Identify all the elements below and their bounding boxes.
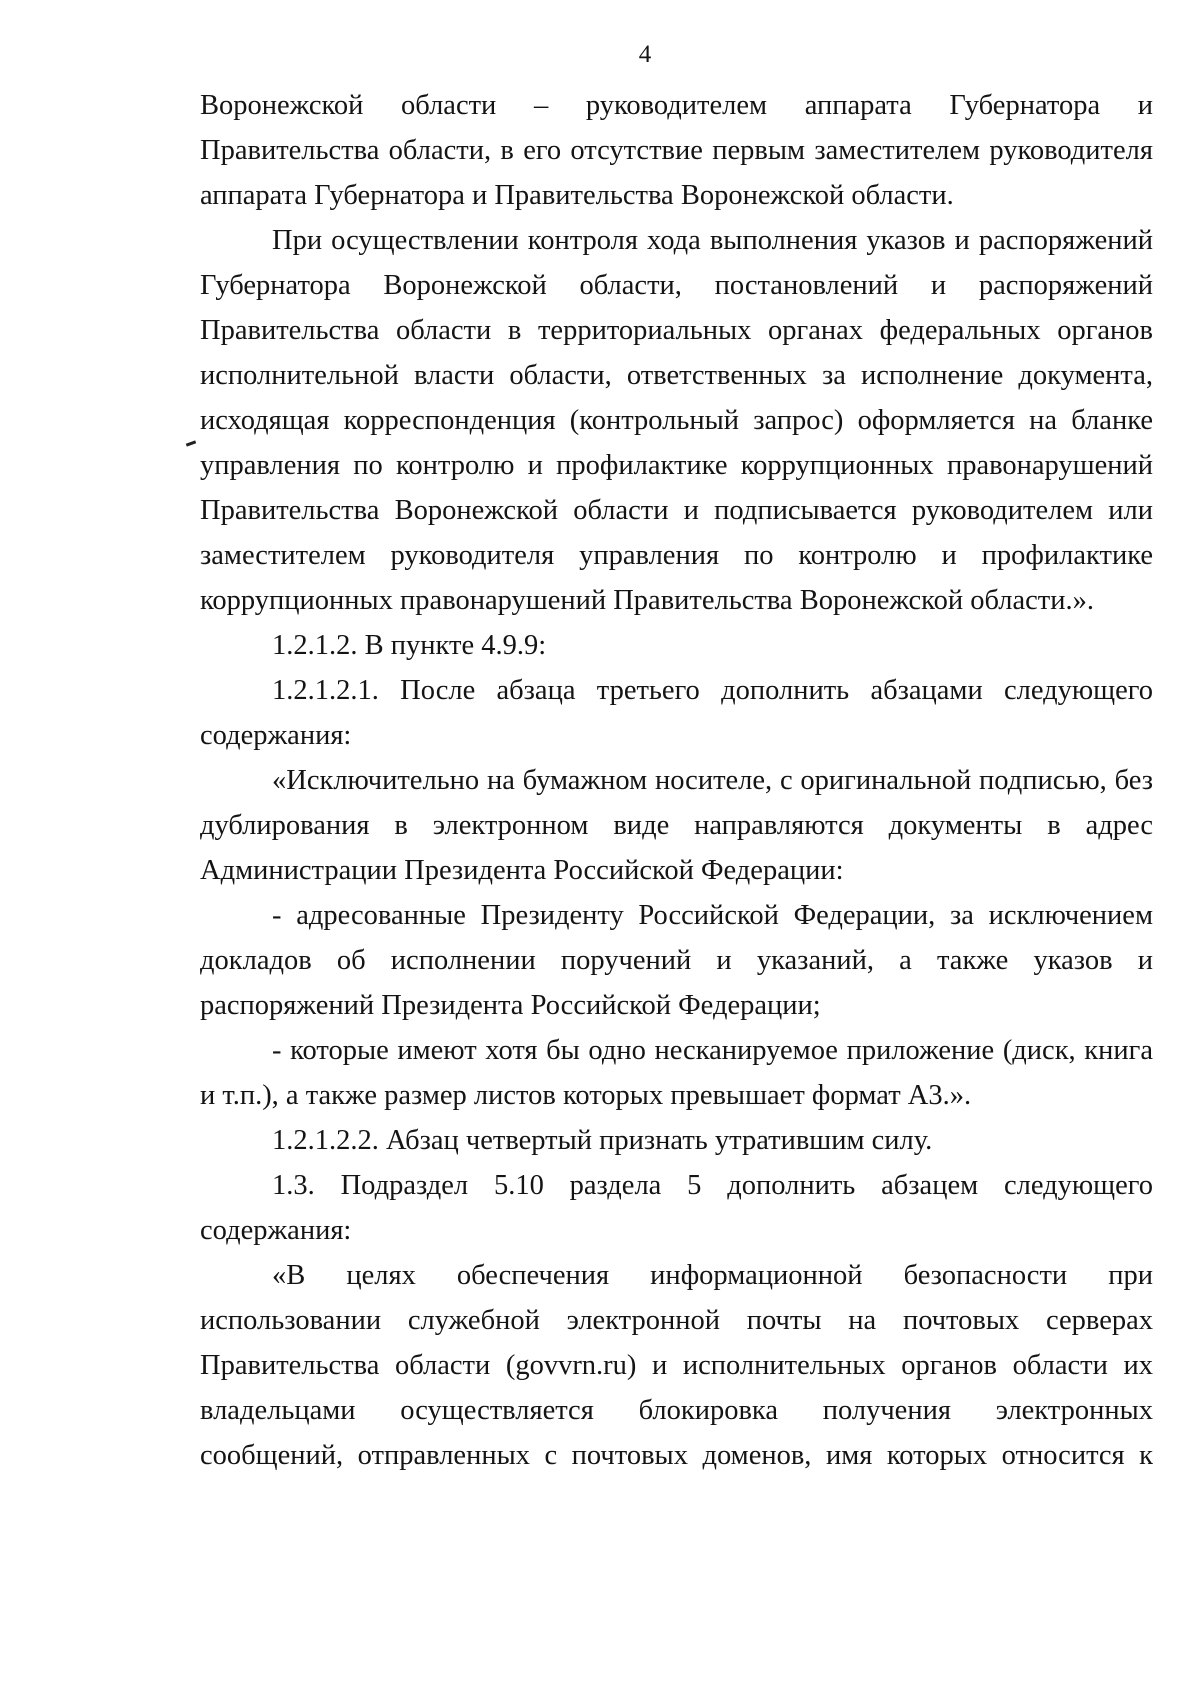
text-line: - которые имеют хотя бы одно несканируемое приложение (диск, книга — [272, 1035, 1153, 1066]
text-line: докладов об исполнении поручений и указаний, а также указов и — [200, 945, 1153, 976]
text-line: исполнительной власти области, ответственных за исполнение документа, — [200, 360, 1153, 391]
text-line: использовании служебной электронной почты на почтовых серверах — [200, 1305, 1153, 1336]
text-line: При осуществлении контроля хода выполнения указов и распоряжений — [272, 225, 1153, 256]
text-line: Правительства области (govvrn.ru) и исполнительных органов области их — [200, 1350, 1153, 1381]
text-line: сообщений, отправленных с почтовых доменов, имя которых относится к — [200, 1440, 1153, 1471]
text-line: Губернатора Воронежской области, постановлений и распоряжений — [200, 270, 1153, 301]
text-line: 1.2.1.2. В пункте 4.9.9: — [272, 630, 547, 661]
text-line: Администрации Президента Российской Федерации: — [200, 855, 844, 886]
text-line: аппарата Губернатора и Правительства Воронежской области. — [200, 180, 954, 211]
text-line: 1.2.1.2.2. Абзац четвертый признать утратившим силу. — [272, 1125, 933, 1156]
text-line: управления по контролю и профилактике коррупционных правонарушений — [200, 450, 1153, 481]
text-line: содержания: — [200, 1215, 352, 1246]
text-line: исходящая корреспонденция (контрольный запрос) оформляется на бланке — [200, 405, 1153, 436]
text-line: «Исключительно на бумажном носителе, с оригинальной подписью, без — [272, 765, 1153, 796]
text-line: Воронежской области – руководителем аппарата Губернатора и — [200, 90, 1153, 121]
text-line: коррупционных правонарушений Правительства Воронежской области.». — [200, 585, 1094, 616]
text-line: содержания: — [200, 720, 352, 751]
text-line: Правительства области в территориальных органах федеральных органов — [200, 315, 1153, 346]
text-line: Правительства области, в его отсутствие первым заместителем руководителя — [200, 135, 1153, 166]
text-line: - адресованные Президенту Российской Федерации, за исключением — [272, 900, 1153, 931]
text-line: «В целях обеспечения информационной безопасности при — [272, 1260, 1153, 1291]
text-line: заместителем руководителя управления по контролю и профилактике — [200, 540, 1153, 571]
text-line: дублирования в электронном виде направляются документы в адрес — [200, 810, 1153, 841]
text-line: Правительства Воронежской области и подписывается руководителем или — [200, 495, 1153, 526]
text-line: 1.3. Подраздел 5.10 раздела 5 дополнить абзацем следующего — [272, 1170, 1153, 1201]
text-line: и т.п.), а также размер листов которых превышает формат А3.». — [200, 1080, 972, 1111]
text-line: распоряжений Президента Российской Федерации; — [200, 990, 821, 1021]
text-line: владельцами осуществляется блокировка получения электронных — [200, 1395, 1153, 1426]
page-number: 4 — [638, 41, 652, 68]
text-line: 1.2.1.2.1. После абзаца третьего дополнить абзацами следующего — [272, 675, 1153, 706]
margin-pen-mark — [186, 440, 196, 446]
